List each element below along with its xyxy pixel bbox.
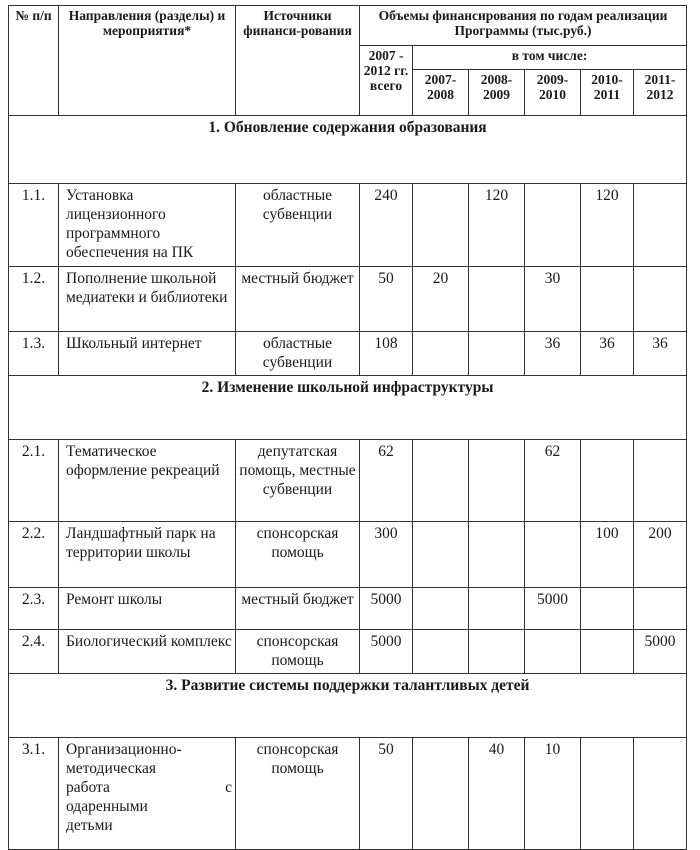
row-year-value: [469, 630, 525, 674]
row-year-value: [581, 588, 634, 630]
header-year: 2007-2008: [413, 70, 469, 116]
row-total: 62: [360, 440, 413, 522]
row-name-line: Организационно-: [66, 741, 182, 758]
row-year-value: [413, 184, 469, 267]
row-name: Пополнение школьной медиатеки и библиотеки: [59, 267, 236, 332]
row-year-value: [469, 267, 525, 332]
row-year-value: [634, 738, 687, 850]
row-year-value: [581, 738, 634, 850]
row-year-value: [413, 630, 469, 674]
row-year-value: 120: [581, 184, 634, 267]
table-row: [9, 738, 687, 850]
table-row: [9, 630, 687, 674]
row-total: 5000: [360, 588, 413, 630]
row-name: Установка лицензионного программного обеспечения на ПК: [59, 184, 236, 267]
row-year-value: [581, 630, 634, 674]
row-num: 1.1.: [9, 184, 59, 267]
row-year-value: 36: [634, 332, 687, 376]
row-year-value: 62: [525, 440, 581, 522]
row-year-value: [413, 440, 469, 522]
row-name-line: методическая: [66, 760, 156, 777]
table-row: [9, 184, 687, 267]
header-including: в том числе:: [413, 46, 687, 70]
row-total: 50: [360, 738, 413, 850]
header-sources: Источники финанси-рования: [236, 6, 360, 116]
row-num: 2.2.: [9, 522, 59, 588]
row-year-value: 100: [581, 522, 634, 588]
row-name: Биологический комплекс: [59, 630, 236, 674]
header-year: 2009-2010: [525, 70, 581, 116]
row-num: 2.3.: [9, 588, 59, 630]
section-title: 1. Обновление содержания образования: [9, 116, 687, 184]
section-title: 3. Развитие системы поддержки талантливых детей: [9, 674, 687, 738]
row-source: спонсорская помощь: [236, 630, 360, 674]
row-year-value: [469, 440, 525, 522]
row-year-value: [634, 267, 687, 332]
row-num: 2.1.: [9, 440, 59, 522]
row-source: депутатская помощь, местные субвенции: [236, 440, 360, 522]
row-year-value: 36: [525, 332, 581, 376]
row-year-value: 20: [413, 267, 469, 332]
row-name-line-justified: [66, 778, 232, 797]
row-year-value: [525, 630, 581, 674]
row-num: 2.4.: [9, 630, 59, 674]
row-name: Тематическое оформление рекреаций: [59, 440, 236, 522]
row-source: местный бюджет: [236, 267, 360, 332]
table-row: [9, 332, 687, 376]
row-total: 240: [360, 184, 413, 267]
row-name-word: работа: [66, 779, 110, 796]
row-name-word: с: [225, 779, 232, 796]
row-year-value: [581, 267, 634, 332]
row-source: спонсорская помощь: [236, 522, 360, 588]
row-source: местный бюджет: [236, 588, 360, 630]
row-num: 1.2.: [9, 267, 59, 332]
row-name-line: детьми: [66, 817, 113, 834]
row-source: областные субвенции: [236, 332, 360, 376]
row-source: областные субвенции: [236, 184, 360, 267]
row-source: спонсорская помощь: [236, 738, 360, 850]
row-year-value: [469, 332, 525, 376]
row-year-value: [413, 332, 469, 376]
header-year: 2010-2011: [581, 70, 634, 116]
row-name: [59, 738, 236, 850]
header-funding: Объемы финансирования по годам реализации Программы (тыс.руб.): [360, 6, 687, 46]
row-num: 1.3.: [9, 332, 59, 376]
row-year-value: 5000: [525, 588, 581, 630]
row-year-value: [413, 588, 469, 630]
row-name: Ландшафтный парк на территории школы: [59, 522, 236, 588]
table-row: [9, 522, 687, 588]
table-row: [9, 267, 687, 332]
header-year: 2008-2009: [469, 70, 525, 116]
row-year-value: [581, 440, 634, 522]
row-year-value: 36: [581, 332, 634, 376]
header-total: 2007 - 2012 гг. всего: [360, 46, 413, 116]
row-year-value: 120: [469, 184, 525, 267]
row-year-value: [634, 440, 687, 522]
row-name: Ремонт школы: [59, 588, 236, 630]
row-year-value: [525, 184, 581, 267]
row-year-value: 200: [634, 522, 687, 588]
header-num: № п/п: [9, 6, 59, 116]
table-row: [9, 440, 687, 522]
row-year-value: [469, 588, 525, 630]
row-year-value: [634, 184, 687, 267]
row-year-value: [413, 522, 469, 588]
row-year-value: [525, 522, 581, 588]
header-directions: Направления (разделы) и мероприятия*: [59, 6, 236, 116]
row-year-value: 5000: [634, 630, 687, 674]
row-total: 5000: [360, 630, 413, 674]
funding-table: [8, 5, 687, 850]
table-row: [9, 588, 687, 630]
section-title: 2. Изменение школьной инфраструктуры: [9, 376, 687, 440]
row-name: Школьный интернет: [59, 332, 236, 376]
header-year: 2011-2012: [634, 70, 687, 116]
row-year-value: 40: [469, 738, 525, 850]
row-num: 3.1.: [9, 738, 59, 850]
row-total: 50: [360, 267, 413, 332]
row-name-line: одаренными: [66, 798, 148, 815]
row-year-value: 30: [525, 267, 581, 332]
row-year-value: [634, 588, 687, 630]
row-total: 300: [360, 522, 413, 588]
row-year-value: [413, 738, 469, 850]
row-year-value: 10: [525, 738, 581, 850]
row-total: 108: [360, 332, 413, 376]
row-year-value: [469, 522, 525, 588]
